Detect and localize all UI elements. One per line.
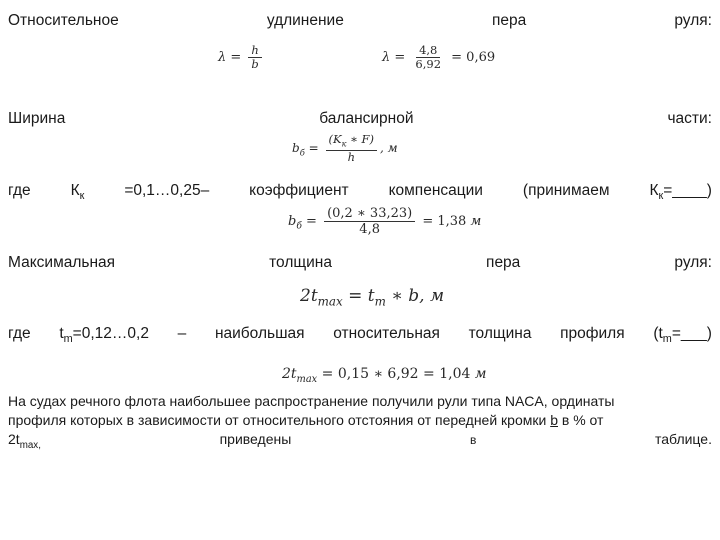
heading-relative-elongation	[8, 12, 712, 30]
formula-max-thickness-general: $2t_{max} = t_m$ ∗ b, м	[300, 286, 445, 309]
formula-max-thickness-value: $2t_{max} = 0,15$ ∗ 6,92 = 1,04 м	[282, 366, 487, 385]
para-line: На судах речного флота наибольшее распространение получили рули типа NACA, ординаты	[8, 393, 615, 409]
formula-lambda-general: λ = $\frac{h}{b}$	[218, 44, 265, 71]
formula-lambda-value: λ = $\frac{4,8}{6,92}$ = 0,69	[382, 43, 496, 71]
heading-balance-width	[8, 110, 712, 128]
word: Ширина	[8, 110, 66, 127]
word: пера	[491, 12, 527, 29]
definition-relative-thickness: где $t_m=0,12\dots 0,2$ – наибольшая относительная толщина профиля $(t_m=\_\_\_)$	[8, 325, 712, 346]
word: удлинение	[266, 12, 344, 29]
para-line: профиля которых в зависимости от относительного отстояния от передней кромки b в % от	[8, 412, 604, 428]
word: части:	[667, 110, 712, 127]
word: Относительное	[8, 12, 119, 29]
word: руля:	[674, 12, 712, 29]
word: балансирной	[319, 110, 414, 127]
definition-compensation-coefficient: где $К_к$ =0,1…0,25– коэффициент компенсации (принимаем $К_к=\_\_\_\_$)	[8, 182, 712, 203]
naca-paragraph	[8, 392, 712, 455]
para-line: $2t_{max,}$ приведены в таблице.	[8, 431, 712, 451]
formula-balance-width-value: $b_б$ = $\frac{(0,2 ∗ 33,23)}{4,8}$ = 1,38 м	[288, 206, 482, 237]
formula-balance-width-general: $b_б$ = $\frac{(K_к ∗ F)}{h}$ , м	[292, 132, 398, 165]
heading-max-thickness: Максимальная толщина пера руля:	[8, 254, 712, 271]
